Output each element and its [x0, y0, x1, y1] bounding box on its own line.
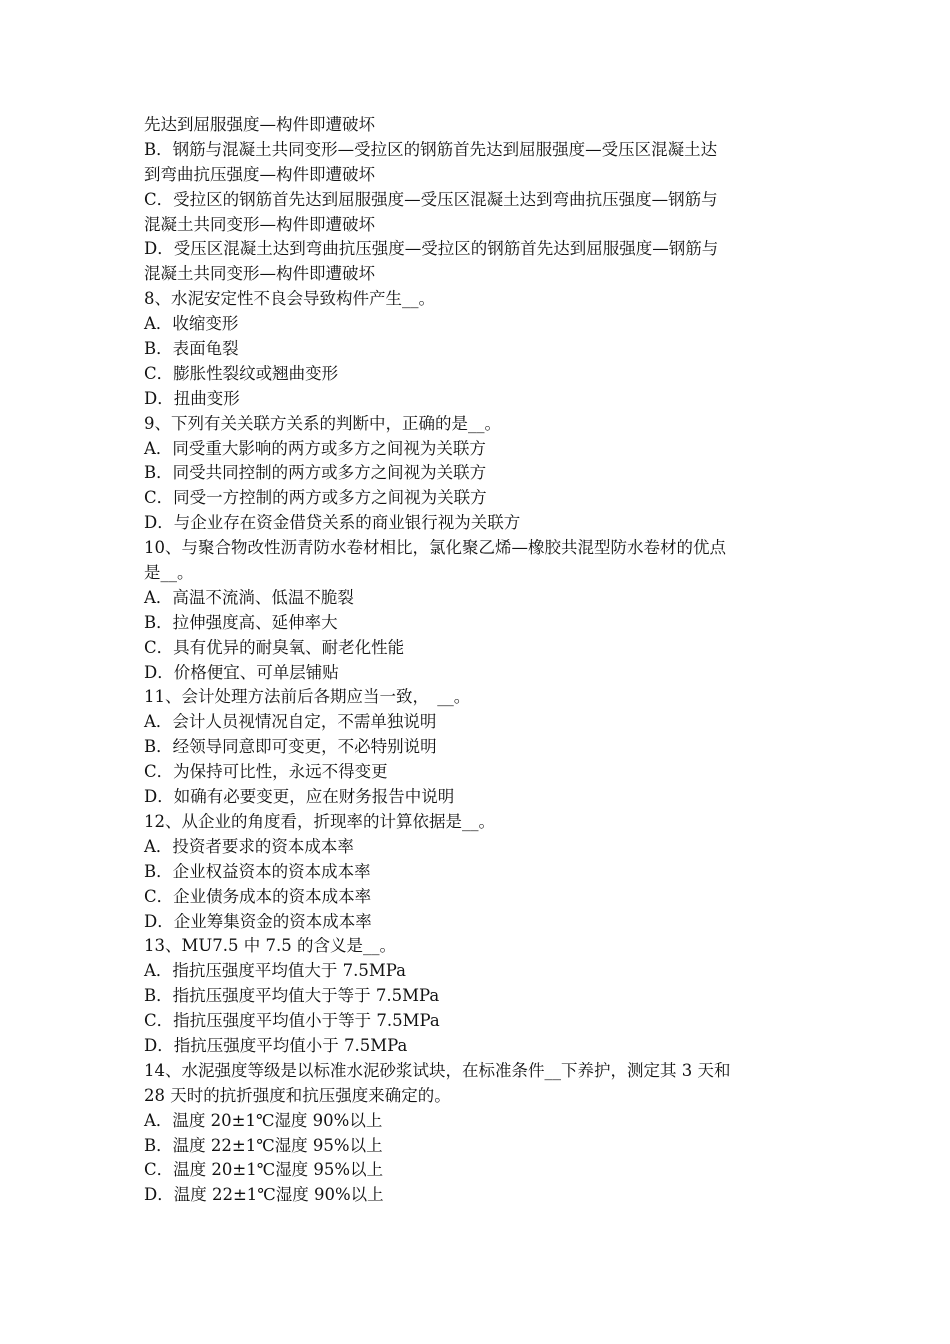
- question-13: 13、MU7.5 中 7.5 的含义是__。: [144, 936, 397, 956]
- question-11-option-b: B．经领导同意即可变更，不必特别说明: [144, 737, 437, 757]
- text-line: 混凝土共同变形—构件即遭破坏: [144, 214, 375, 234]
- question-11: 11、会计处理方法前后各期应当一致， __。: [144, 687, 471, 707]
- question-14-continued: 28 天时的抗折强度和抗压强度来确定的。: [144, 1085, 451, 1105]
- question-8-option-c: C．膨胀性裂纹或翘曲变形: [144, 363, 339, 383]
- question-12-option-a: A．投资者要求的资本成本率: [144, 836, 354, 856]
- question-9-option-d: D．与企业存在资金借贷关系的商业银行视为关联方: [144, 513, 521, 533]
- question-12: 12、从企业的角度看，折现率的计算依据是__。: [144, 811, 495, 831]
- question-8-option-b: B．表面龟裂: [144, 339, 239, 359]
- question-13-option-c: C．指抗压强度平均值小于等于 7.5MPa: [144, 1011, 440, 1031]
- option-b-line: B．钢筋与混凝土共同变形—受拉区的钢筋首先达到屈服强度—受压区混凝土达: [144, 139, 718, 159]
- option-d-line: D．受压区混凝土达到弯曲抗压强度—受拉区的钢筋首先达到屈服强度—钢筋与: [144, 239, 719, 259]
- question-14: 14、水泥强度等级是以标准水泥砂浆试块，在标准条件__下养护，测定其 3 天和: [144, 1060, 731, 1080]
- question-10-continued: 是__。: [144, 563, 194, 583]
- question-9-option-a: A．同受重大影响的两方或多方之间视为关联方: [144, 438, 486, 458]
- question-9-option-c: C．同受一方控制的两方或多方之间视为关联方: [144, 488, 487, 508]
- question-10-option-b: B．拉伸强度高、延伸率大: [144, 612, 338, 632]
- option-c-line: C．受拉区的钢筋首先达到屈服强度—受压区混凝土达到弯曲抗压强度—钢筋与: [144, 189, 718, 209]
- question-14-option-d: D．温度 22±1℃湿度 90%以上: [144, 1185, 384, 1205]
- question-11-option-d: D．如确有必要变更，应在财务报告中说明: [144, 787, 455, 807]
- text-line: 到弯曲抗压强度—构件即遭破坏: [144, 164, 375, 184]
- question-11-option-c: C．为保持可比性，永远不得变更: [144, 762, 388, 782]
- question-12-option-b: B．企业权益资本的资本成本率: [144, 861, 371, 881]
- question-11-option-a: A．会计人员视情况自定，不需单独说明: [144, 712, 437, 732]
- question-14-option-c: C．温度 20±1℃湿度 95%以上: [144, 1160, 384, 1180]
- question-12-option-d: D．企业筹集资金的资本成本率: [144, 911, 372, 931]
- text-line: 混凝土共同变形—构件即遭破坏: [144, 264, 375, 284]
- question-14-option-a: A．温度 20±1℃湿度 90%以上: [144, 1110, 383, 1130]
- question-14-option-b: B．温度 22±1℃湿度 95%以上: [144, 1135, 383, 1155]
- question-8-option-a: A．收缩变形: [144, 314, 239, 334]
- question-10-option-c: C．具有优异的耐臭氧、耐老化性能: [144, 637, 405, 657]
- question-10-option-d: D．价格便宜、可单层铺贴: [144, 662, 339, 682]
- question-13-option-d: D．指抗压强度平均值小于 7.5MPa: [144, 1035, 408, 1055]
- question-13-option-a: A．指抗压强度平均值大于 7.5MPa: [144, 961, 406, 981]
- question-8: 8、水泥安定性不良会导致构件产生__。: [144, 289, 435, 309]
- question-10-option-a: A．高温不流淌、低温不脆裂: [144, 587, 354, 607]
- question-12-option-c: C．企业债务成本的资本成本率: [144, 886, 372, 906]
- document-body: [144, 113, 810, 1208]
- text-line: 先达到屈服强度—构件即遭破坏: [144, 115, 375, 134]
- question-10: 10、与聚合物改性沥青防水卷材相比，氯化聚乙烯—橡胶共混型防水卷材的优点: [144, 538, 726, 558]
- question-13-option-b: B．指抗压强度平均值大于等于 7.5MPa: [144, 986, 440, 1006]
- question-8-option-d: D．扭曲变形: [144, 388, 240, 408]
- question-9-option-b: B．同受共同控制的两方或多方之间视为关联方: [144, 463, 487, 483]
- question-9: 9、下列有关关联方关系的判断中，正确的是__。: [144, 413, 501, 433]
